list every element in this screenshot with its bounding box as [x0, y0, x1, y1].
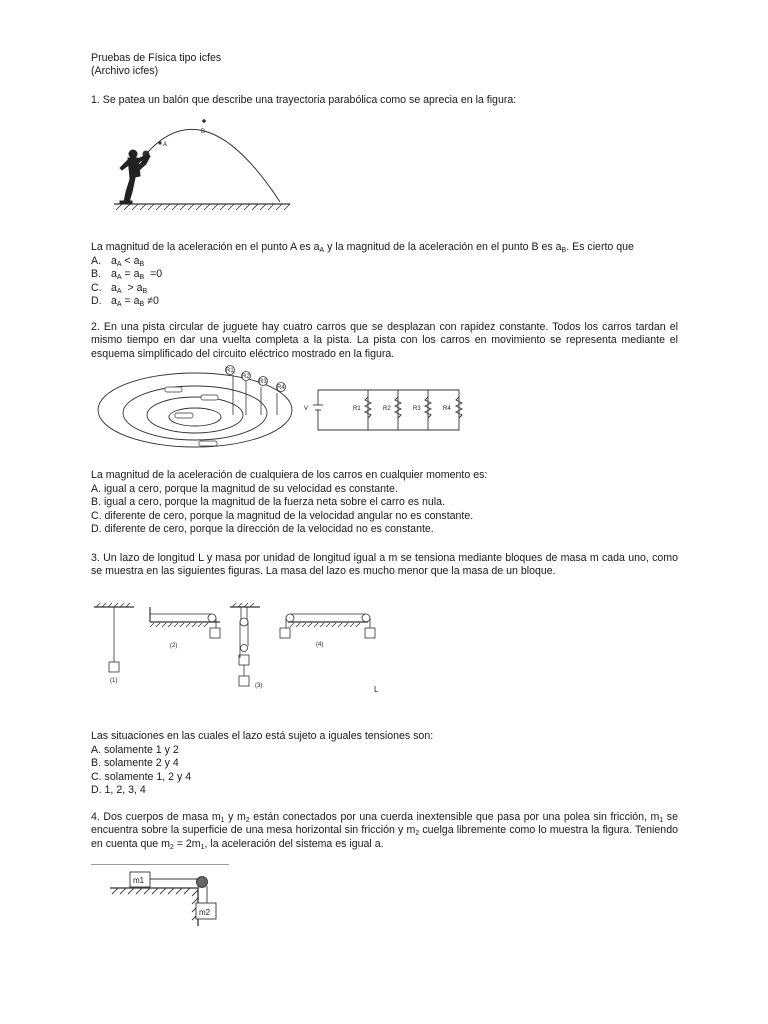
q2-figure-track	[95, 365, 300, 455]
circuit-source-label: V	[304, 406, 309, 412]
ground-hatch	[114, 204, 290, 210]
q2-options	[91, 483, 678, 537]
kicker-figure-icon	[120, 150, 150, 204]
q2-statement: 2. En una pista circular de juguete hay cuatro carros que se desplazan con rapidez constante. Todos los carros tardan el mismo tiempo en dar una vuelta completa a la pista. La pista con los carros en movimiento se representa mediante el esquema simplificado del circuito eléctrico mostrado en la figura.	[91, 321, 678, 360]
q4-label-m2: m2	[199, 908, 211, 917]
circuit-label-r1: R1	[353, 406, 361, 412]
q3-option-c[interactable]: C. solamente 1, 2 y 4	[91, 770, 192, 783]
q3-figure-rope-systems	[92, 600, 392, 695]
q3-option-b[interactable]: B. solamente 2 y 4	[91, 757, 179, 770]
document-subtitle: (Archivo icfes)	[91, 65, 159, 78]
q1-options	[91, 255, 678, 309]
q4-figure-table-pulley	[108, 868, 223, 930]
q2-figure-circuit	[302, 385, 462, 435]
q1-statement: 1. Se patea un balón que describe una trayectoria parabólica como se aprecia en la figura:	[91, 94, 517, 106]
q4-statement: 4. Dos cuerpos de masa $m_1$ y $m_2$ están conectados por una cuerda inextensible que pasa por una polea sin fricción, $m_1$ se encuentra sobre la superficie de una mesa horizontal sin fricción y $m_2$ cuelga libremente como lo muestra la figura. Teniendo en cuenta que $m_2 = 2m_1$, la aceleración del sistema es igual a.	[91, 811, 678, 851]
q4-label-m1: m1	[133, 876, 145, 885]
track-label-r1: R1	[226, 368, 234, 374]
q2-option-b[interactable]: B. igual a cero, porque la magnitud de la fuerza neta sobre el carro es nula.	[91, 496, 445, 509]
q2-prompt: La magnitud de la aceleración de cualquiera de los carros en cualquier momento es:	[91, 469, 488, 481]
circuit-label-r2: R2	[383, 406, 391, 412]
q3-label-4: (4)	[316, 642, 324, 648]
trajectory-curve	[146, 129, 280, 202]
q3-label-1: (1)	[110, 678, 118, 684]
q3-label-3: (3)	[255, 683, 263, 689]
q3-label-2: (2)	[170, 643, 178, 649]
point-a-label: A	[163, 142, 168, 148]
q1-option-a[interactable]: A. $a_A < a_B$	[91, 255, 145, 268]
q2-option-c[interactable]: C. diferente de cero, porque la magnitud de la velocidad angular no es constante.	[91, 509, 474, 522]
q3-prompt: Las situaciones en las cuales el lazo está sujeto a iguales tensiones son:	[91, 730, 434, 742]
q1-option-b[interactable]: B. $a_A = a_B =0$	[91, 268, 163, 282]
q3-length-label: L	[374, 685, 379, 694]
q2-option-a[interactable]: A. igual a cero, porque la magnitud de su velocidad es constante.	[91, 483, 398, 495]
document-header	[91, 52, 678, 79]
track-label-r2: R2	[242, 374, 250, 380]
q1-prompt: La magnitud de la aceleración en el punto A es $a_A$ y la magnitud de la aceleración en el punto B es $a_B$. Es cierto que	[91, 241, 634, 254]
toy-car-icons	[165, 387, 218, 446]
point-a-marker	[158, 141, 161, 144]
pulley-icon	[197, 877, 208, 888]
point-b-label: B	[201, 129, 206, 135]
circuit-label-r3: R3	[413, 406, 421, 412]
track-label-r3: R3	[259, 379, 267, 385]
q1-option-c[interactable]: C. $a_A > a_B$	[91, 281, 148, 295]
q1-option-d[interactable]: D. $a_A = a_B \ne 0$	[91, 295, 159, 309]
q3-option-a[interactable]: A. solamente 1 y 2	[91, 744, 179, 756]
track-label-r4: R4	[277, 385, 285, 391]
q4-separator	[91, 864, 229, 865]
q3-statement: 3. Un lazo de longitud L y masa por unidad de longitud igual a m se tensiona mediante bloques de masa m cada uno, como se muestra en las siguientes figuras. La masa del lazo es mucho menor que la masa de un bloque.	[91, 552, 678, 578]
q3-options	[91, 744, 678, 798]
point-b-marker	[202, 119, 206, 123]
circuit-label-r4: R4	[443, 406, 451, 412]
document-title: Pruebas de Física tipo icfes	[91, 52, 222, 64]
q3-option-d[interactable]: D. 1, 2, 3, 4	[91, 784, 146, 797]
q1-figure-kick-parabola	[100, 112, 300, 217]
q2-option-d[interactable]: D. diferente de cero, porque la dirección de la velocidad no es constante.	[91, 523, 434, 536]
